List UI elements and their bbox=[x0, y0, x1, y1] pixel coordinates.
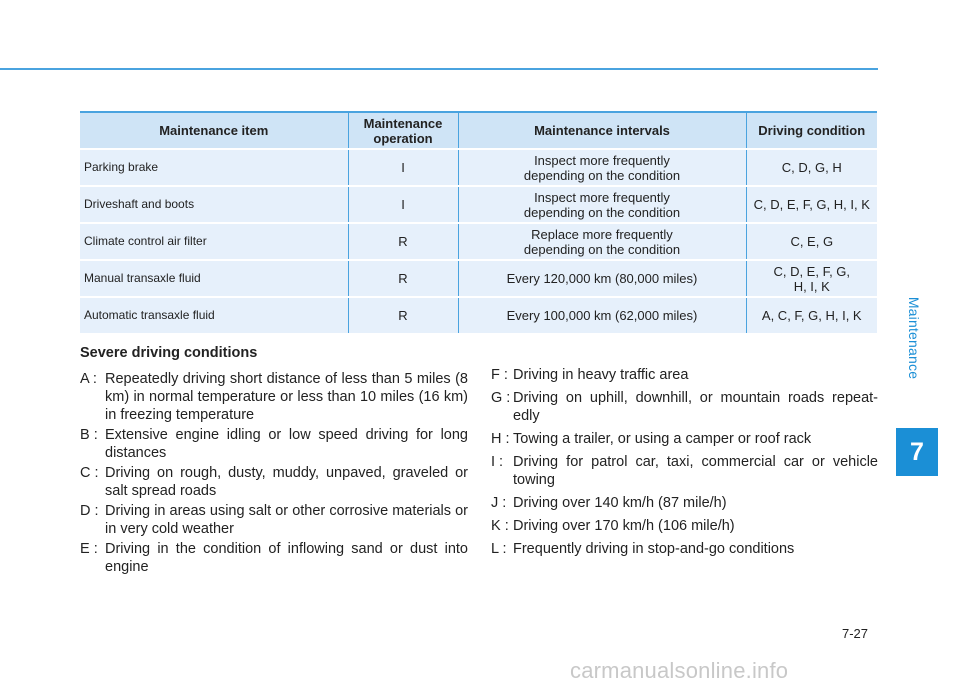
condition-item bbox=[80, 540, 468, 576]
cell-maintenance-interval bbox=[458, 260, 746, 297]
condition-key: C : bbox=[80, 465, 99, 481]
interval-line: depending on the condition bbox=[523, 167, 681, 183]
header-maintenance-operation: Maintenance operation bbox=[348, 112, 458, 149]
condition-item bbox=[80, 502, 468, 538]
cell-maintenance-operation: I bbox=[348, 149, 458, 186]
table-row bbox=[80, 186, 877, 223]
condition-key: B : bbox=[80, 427, 98, 443]
cell-driving-condition bbox=[746, 149, 877, 186]
condition-item bbox=[491, 430, 878, 448]
condition-description: Driving over 170 km/h (106 mile/h) bbox=[513, 518, 735, 534]
interval-line: depending on the condition bbox=[523, 241, 681, 257]
condition-line: C, D, E, F, G, H, I, K bbox=[753, 197, 870, 212]
condition-key: A : bbox=[80, 371, 97, 387]
interval-line: Inspect more frequently bbox=[534, 152, 670, 168]
cell-driving-condition bbox=[746, 186, 877, 223]
condition-description: Driving over 140 km/h (87 mile/h) bbox=[513, 495, 727, 511]
condition-line: C, E, G bbox=[790, 234, 834, 249]
header-driving-condition: Driving condition bbox=[746, 112, 877, 149]
interval-line: Inspect more frequently bbox=[534, 189, 670, 205]
cell-maintenance-item: Driveshaft and boots bbox=[80, 186, 348, 223]
condition-key: H : bbox=[491, 431, 510, 447]
table-row bbox=[80, 149, 877, 186]
condition-key: F : bbox=[491, 367, 508, 383]
condition-key: J : bbox=[491, 495, 507, 511]
condition-item bbox=[80, 426, 468, 462]
cell-maintenance-operation: R bbox=[348, 260, 458, 297]
maintenance-table bbox=[80, 111, 877, 335]
interval-line: Every 120,000 km (80,000 miles) bbox=[506, 271, 698, 286]
cell-maintenance-item: Automatic transaxle fluid bbox=[80, 297, 348, 334]
condition-key: D : bbox=[80, 503, 99, 519]
condition-item bbox=[491, 517, 878, 535]
interval-line: depending on the condition bbox=[523, 204, 681, 220]
cell-maintenance-operation: I bbox=[348, 186, 458, 223]
table-body bbox=[80, 149, 877, 334]
condition-description: Towing a trailer, or using a camper or roof rack bbox=[513, 431, 812, 447]
chapter-number-badge: 7 bbox=[896, 428, 938, 476]
condition-description: Driving in heavy traffic area bbox=[513, 367, 689, 383]
chapter-side-label-text: Maintenance bbox=[906, 296, 922, 379]
cell-maintenance-interval bbox=[458, 223, 746, 260]
table-row bbox=[80, 223, 877, 260]
condition-item bbox=[491, 494, 878, 512]
condition-item bbox=[491, 453, 878, 489]
condition-description: Extensive engine idling or low speed driving for long distances bbox=[105, 427, 468, 461]
watermark: carmanualsonline.info bbox=[570, 658, 789, 683]
condition-line: C, D, E, F, G, bbox=[773, 263, 851, 279]
table-row bbox=[80, 297, 877, 334]
page-number: 7-27 bbox=[842, 626, 869, 641]
condition-key: G : bbox=[491, 390, 511, 406]
condition-key: K : bbox=[491, 518, 509, 534]
condition-item bbox=[491, 540, 878, 558]
condition-description: Frequently driving in stop-and-go conditions bbox=[513, 541, 795, 557]
cell-maintenance-operation: R bbox=[348, 297, 458, 334]
condition-item bbox=[80, 464, 468, 500]
condition-item bbox=[491, 366, 878, 384]
condition-key: I : bbox=[491, 454, 504, 470]
cell-maintenance-item: Manual transaxle fluid bbox=[80, 260, 348, 297]
cell-driving-condition bbox=[746, 260, 877, 297]
condition-line: C, D, G, H bbox=[781, 160, 842, 175]
conditions-list-left bbox=[80, 370, 468, 578]
condition-key: L : bbox=[491, 541, 507, 557]
interval-line: Every 100,000 km (62,000 miles) bbox=[506, 308, 698, 323]
interval-line: Replace more frequently bbox=[531, 226, 673, 242]
condition-item bbox=[80, 370, 468, 424]
cell-maintenance-operation: R bbox=[348, 223, 458, 260]
cell-maintenance-interval bbox=[458, 186, 746, 223]
condition-description: Driving in the condition of inflowing sand or dust into engine bbox=[105, 541, 468, 575]
condition-description: Driving for patrol car, taxi, commercial car or vehicle towing bbox=[513, 454, 878, 488]
condition-line: A, C, F, G, H, I, K bbox=[761, 308, 862, 323]
condition-description: Driving on uphill, downhill, or mountain roads repeat-edly bbox=[513, 390, 878, 424]
cell-maintenance-item: Climate control air filter bbox=[80, 223, 348, 260]
cell-driving-condition bbox=[746, 297, 877, 334]
header-maintenance-intervals: Maintenance intervals bbox=[458, 112, 746, 149]
condition-key: E : bbox=[80, 541, 98, 557]
conditions-list-right bbox=[491, 366, 878, 563]
cell-driving-condition bbox=[746, 223, 877, 260]
severe-conditions-heading: Severe driving conditions bbox=[80, 345, 258, 361]
condition-description: Driving on rough, dusty, muddy, unpaved, graveled or salt spread roads bbox=[105, 465, 468, 499]
cell-maintenance-interval bbox=[458, 149, 746, 186]
condition-description: Driving in areas using salt or other corrosive materials or in very cold weather bbox=[105, 503, 468, 537]
condition-line: H, I, K bbox=[793, 278, 830, 294]
condition-description: Repeatedly driving short distance of less than 5 miles (8 km) in normal temperature or less than 10 miles (16 km) in freezing temperature bbox=[105, 371, 468, 423]
top-rule bbox=[0, 68, 878, 70]
cell-maintenance-interval bbox=[458, 297, 746, 334]
chapter-side-label bbox=[897, 250, 931, 425]
header-maintenance-item: Maintenance item bbox=[80, 112, 348, 149]
table-header-row bbox=[80, 112, 877, 149]
table-row bbox=[80, 260, 877, 297]
cell-maintenance-item: Parking brake bbox=[80, 149, 348, 186]
condition-item bbox=[491, 389, 878, 425]
